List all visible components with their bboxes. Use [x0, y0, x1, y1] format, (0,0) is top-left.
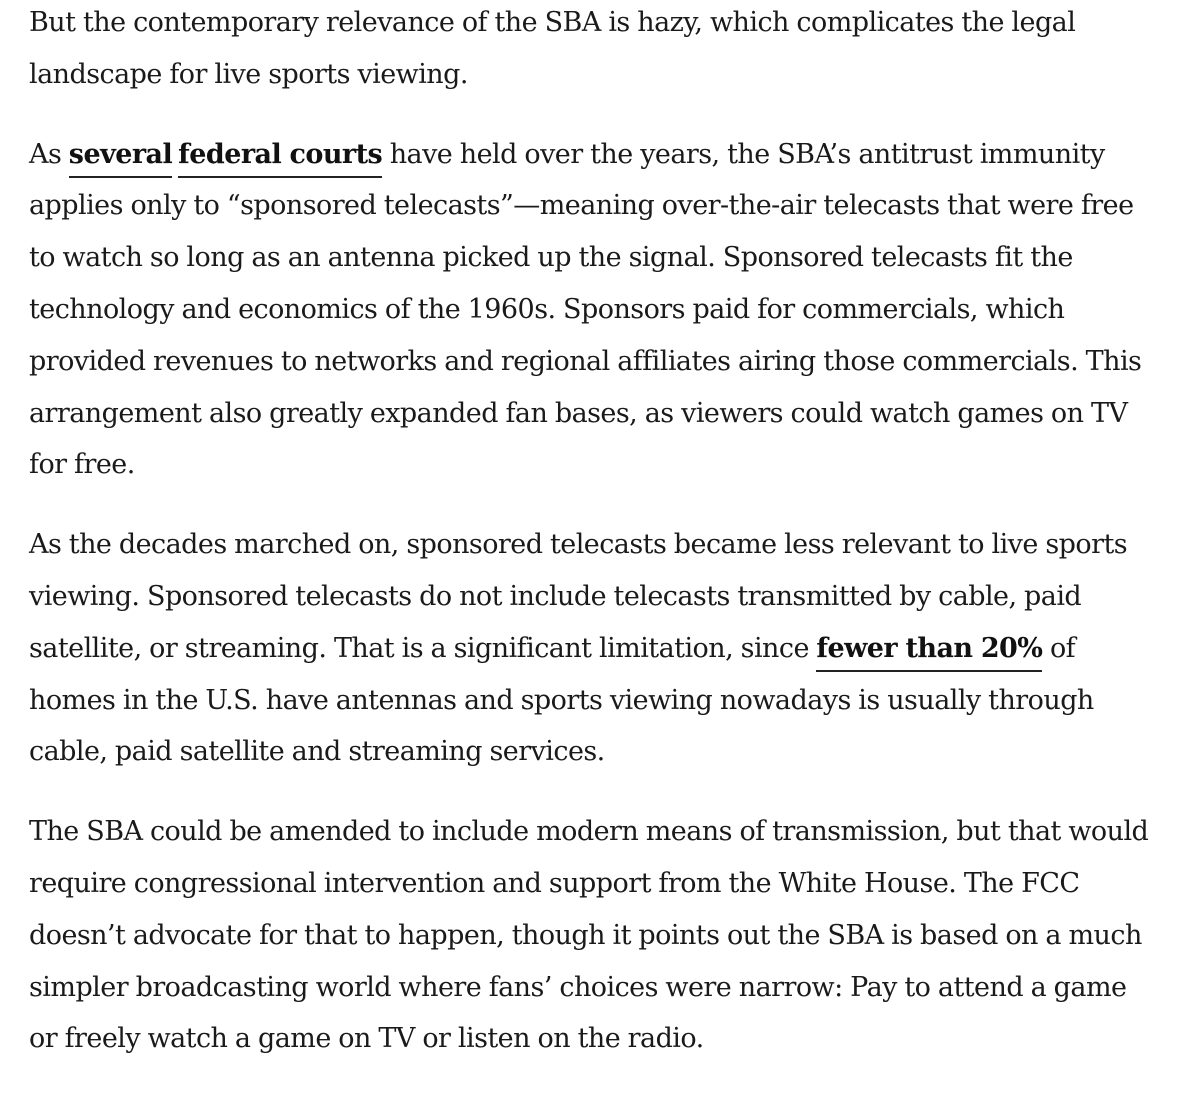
paragraph-text: have held over the years, the SBA’s antitrust immunity applies only to “sponsored telecasts”—meaning over-the-air telecasts that were free to watch so long as an antenna picked up the signal. Sponsored telecasts fit the technology and economics of the 1960s. Sponsors paid for commercials, which provided revenues to networks and regional affiliates airing those commercials. This arrangement also greatly expanded fan bases, as viewers could watch games on TV for free. [29, 138, 1142, 481]
article-body [29, 0, 1149, 1093]
paragraph-text: As the decades marched on, sponsored telecasts became less relevant to live sports viewing. Sponsored telecasts do not include telecasts transmitted by cable, paid satellite, or streaming. That is a significant limitation, since [29, 529, 1128, 664]
paragraph-text: of homes in the U.S. have antennas and sports viewing nowadays is usually through cable, paid satellite and streaming services. [29, 632, 1094, 768]
paragraph-4 [29, 806, 1149, 1065]
paragraph-text: The SBA could be amended to include modern means of transmission, but that would require congressional intervention and support from the White House. The FCC doesn’t advocate for that to happen, though it points out the SBA is based on a much simpler broadcasting world where fans’ choices were narrow: Pay to attend a game or freely watch a game on TV or listen on the radio. [29, 816, 1149, 1055]
paragraph-3 [29, 519, 1149, 778]
link-federal-courts[interactable]: federal courts [178, 139, 382, 178]
paragraph-1 [29, 0, 1149, 101]
paragraph-text: But the contemporary relevance of the SBA is hazy, which complicates the legal landscape for live sports viewing. [29, 7, 1076, 90]
link-fewer-than-20-percent[interactable]: fewer than 20% [816, 633, 1042, 672]
paragraph-text: As [29, 138, 69, 170]
paragraph-2 [29, 129, 1149, 492]
link-several[interactable]: several [69, 139, 172, 178]
